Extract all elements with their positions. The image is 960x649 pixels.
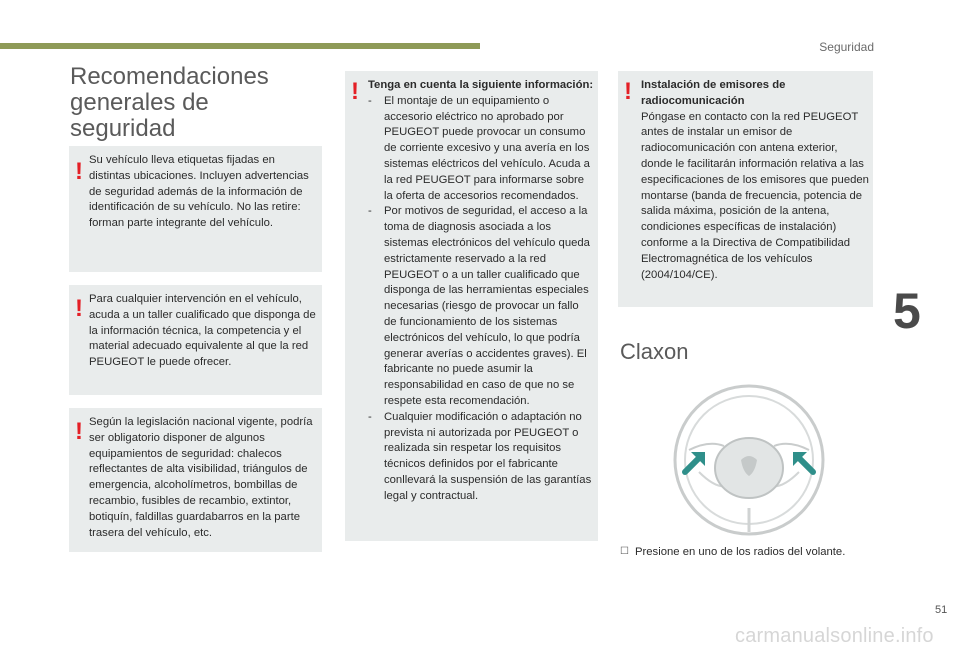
warning-heading: Instalación de emisores de radiocomunicación bbox=[641, 79, 786, 107]
list-item: - Cualquier modificación o adaptación no prevista ni autorizada por PEUGEOT o realizada sin respetar los requisitos técnicos definidos por el fabricante conllevará la suspensión de las garantías legal y contractual. bbox=[368, 410, 592, 502]
instruction-text: Presione en uno de los radios del volante. bbox=[634, 546, 846, 558]
list-item: - El montaje de un equipamiento o accesorio eléctrico no aprobado por PEUGEOT puede provocar un consumo de corriente excesivo y una avería en los sistemas eléctricos del vehículo. Acuda a la red PEUGEOT para informarse sobre la oferta de accesorios recomendados. bbox=[368, 94, 590, 202]
section-label: Seguridad bbox=[819, 40, 874, 54]
warning-icon: ! bbox=[75, 295, 83, 322]
warning-icon: ! bbox=[75, 418, 83, 445]
steering-wheel-illustration bbox=[669, 380, 829, 540]
list-item: - Por motivos de seguridad, el acceso a la toma de diagnosis asociada a los sistemas electrónicos del vehículo queda estrictamente reservado a la red PEUGEOT o a un taller cualificado que disponga de las herramientas especiales necesarias (riesgo de provocar un fallo de funcionamiento de los sistemas electrónicos del vehículo, lo que podría generar averías o accidentes graves). El fabricante no puede asumir la responsabilidad en caso de que no se respete esta recomendación. bbox=[368, 205, 590, 407]
warning-text: Según la legislación nacional vigente, podría ser obligatorio disponer de algunos equipamientos de seguridad: chalecos reflectantes de alta visibilidad, triángulos de emergencia, alcoholímetros, bombillas de recambio, fusibles de recambio, extintor, botiquín, faldillas guardabarros en la parte trasera del vehículo, etc. bbox=[89, 416, 313, 539]
warning-icon: ! bbox=[75, 158, 83, 185]
warning-box-labels bbox=[69, 146, 322, 272]
header-accent-bar bbox=[0, 43, 480, 49]
instruction-item bbox=[620, 546, 845, 558]
warning-box-accessories bbox=[345, 71, 598, 541]
arrow-left-icon bbox=[685, 452, 705, 472]
checkbox-bullet-icon: ☐ bbox=[620, 546, 629, 557]
warning-box-workshop bbox=[69, 285, 322, 395]
section-title-claxon: Claxon bbox=[620, 339, 689, 364]
warning-icon: ! bbox=[624, 78, 632, 105]
warning-text: Para cualquier intervención en el vehículo, acuda a un taller cualificado que disponga de la información técnica, la competencia y el material adecuado equivalente al que la red PEUGEOT le puede ofrecer. bbox=[89, 293, 316, 369]
arrow-right-icon bbox=[793, 452, 813, 472]
warning-box-legislation bbox=[69, 408, 322, 552]
chapter-number: 5 bbox=[893, 283, 921, 339]
page-number: 51 bbox=[935, 604, 948, 616]
page-title: Recomendaciones generales de seguridad bbox=[70, 63, 269, 142]
warning-text: Su vehículo lleva etiquetas fijadas en distintas ubicaciones. Incluyen advertencias de seguridad además de la información de identificación de su vehículo. No las retire: forman parte integrante del vehículo. bbox=[89, 154, 309, 230]
warning-box-radio bbox=[618, 71, 873, 307]
watermark-text: carmanualsonline.info bbox=[735, 625, 934, 647]
warning-heading: Tenga en cuenta la siguiente información: bbox=[368, 79, 594, 91]
warning-icon: ! bbox=[351, 78, 359, 105]
warning-text: Póngase en contacto con la red PEUGEOT antes de instalar un emisor de radiocomunicación con antena exterior, donde le facilitarán información relativa a las especificaciones de los emisores que pueden montarse (banda de frecuencia, potencia de salida máxima, posición de la antena, condiciones específicas de instalación) conforme a la Directiva de Compatibilidad Electromagnética de los vehículos (2004/104/CE). bbox=[641, 110, 869, 281]
